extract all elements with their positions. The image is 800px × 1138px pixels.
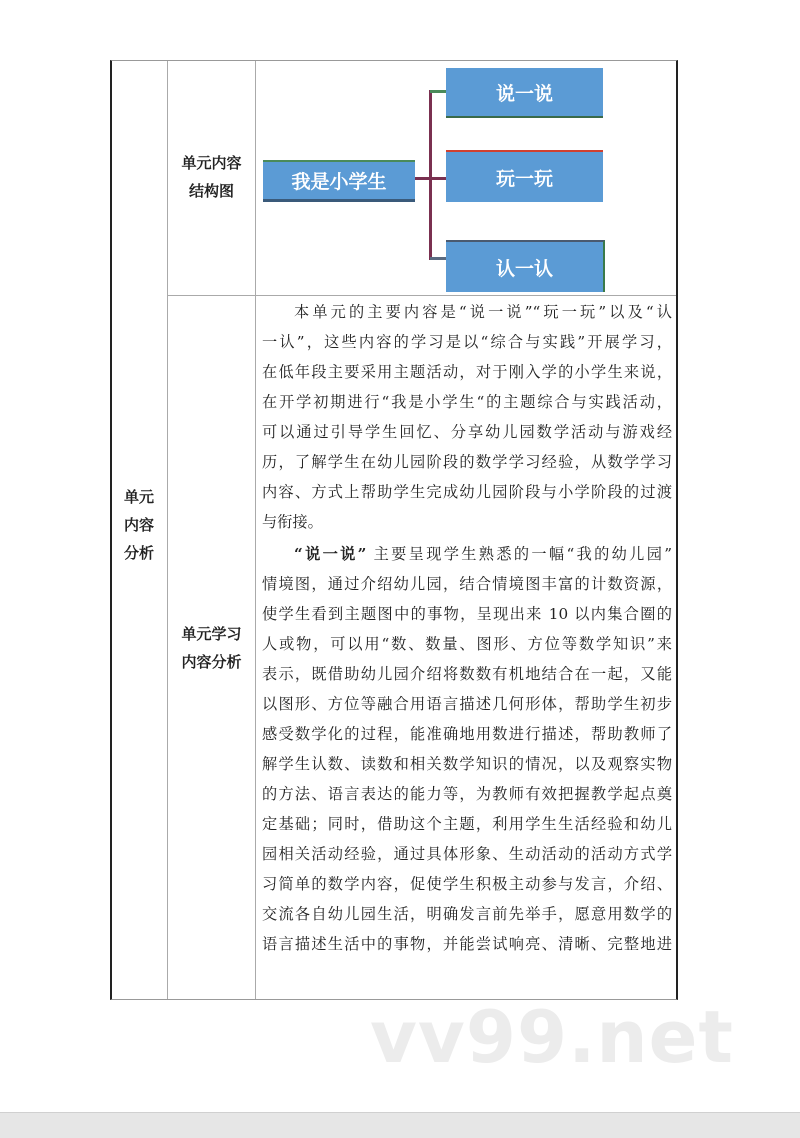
connector: [430, 177, 446, 180]
label-line: 单元内容: [181, 154, 242, 172]
text-line: 的方法、语言表达的能力等，为教师有效把握教学起点奠: [262, 785, 672, 803]
connector: [415, 177, 430, 180]
child-node: 说一说: [446, 68, 603, 118]
text-span: 主要呈现学生熟悉的一幅“我的幼儿园”: [366, 545, 672, 563]
column-divider: [255, 61, 256, 999]
row1-label: [168, 149, 255, 205]
text-line: 历，了解学生在幼儿园阶段的数学学习经验，从数学学习: [262, 453, 672, 471]
viewer-bottom-bar: [0, 1112, 800, 1138]
text-line: 以图形、方位等融合用语言描述几何形体，帮助学生初步: [262, 695, 672, 713]
root-node: 我是小学生: [263, 160, 415, 202]
text-line: 本单元的主要内容是“说一说”“玩一玩”以及“认: [294, 303, 672, 321]
child-node: 玩一玩: [446, 150, 603, 202]
watermark: vv99.net: [370, 995, 734, 1079]
row2-label: [168, 620, 255, 676]
label-line: 内容: [123, 516, 154, 534]
text-line: 园相关活动经验，通过具体形象、生动活动的活动方式学: [262, 845, 672, 863]
text-line: 内容、方式上帮助学生完成幼儿园阶段与小学阶段的过渡: [262, 483, 672, 501]
connector: [429, 90, 432, 260]
text-line: 使学生看到主题图中的事物，呈现出来 10 以内集合圈的: [262, 605, 672, 623]
text-line: 解学生认数、读数和相关数学知识的情况，以及观察实物: [262, 755, 672, 773]
text-line: 表示，既借助幼儿园介绍将数数有机地结合在一起，又能: [262, 665, 672, 683]
label-line: 单元学习: [181, 625, 242, 643]
text-line: 情境图，通过介绍幼儿园，结合情境图丰富的计数资源，: [262, 575, 672, 593]
text-line: 交流各自幼儿园生活，明确发言前先举手，愿意用数学的: [262, 905, 672, 923]
text-line: 在低年段主要采用主题活动，对于刚入学的小学生来说，: [262, 363, 672, 381]
text-line: 定基础；同时，借助这个主题，利用学生生活经验和幼儿: [262, 815, 672, 833]
text-line: 一认”，这些内容的学习是以“综合与实践”开展学习，: [262, 333, 672, 351]
text-line: 感受数学化的过程，能准确地用数进行描述，帮助教师了: [262, 725, 672, 743]
bold-lead: “说一说”: [294, 545, 367, 563]
text-line: 习简单的数学内容，促使学生积极主动参与发言，介绍、: [262, 875, 672, 893]
text-line: 与衔接。: [262, 513, 323, 531]
connector: [430, 90, 446, 93]
connector: [430, 257, 446, 260]
text-line: 人或物，可以用“数、数量、图形、方位等数学知识”来: [262, 635, 672, 653]
row-divider: [168, 295, 676, 296]
text-line: 在开学初期进行“我是小学生“的主题综合与实践活动，: [262, 393, 672, 411]
child-node: 认一认: [446, 240, 605, 292]
label-line: 分析: [123, 544, 154, 562]
text-line: [262, 539, 672, 569]
analysis-text: [262, 297, 672, 959]
text-line: 语言描述生活中的事物，并能尝试响亮、清晰、完整地进: [262, 935, 672, 953]
text-line: 可以通过引导学生回忆、分享幼儿园数学活动与游戏经: [262, 423, 672, 441]
label-line: 结构图: [188, 182, 234, 200]
section-label: [112, 483, 166, 567]
label-line: 内容分析: [181, 653, 242, 671]
label-line: 单元: [123, 488, 154, 506]
